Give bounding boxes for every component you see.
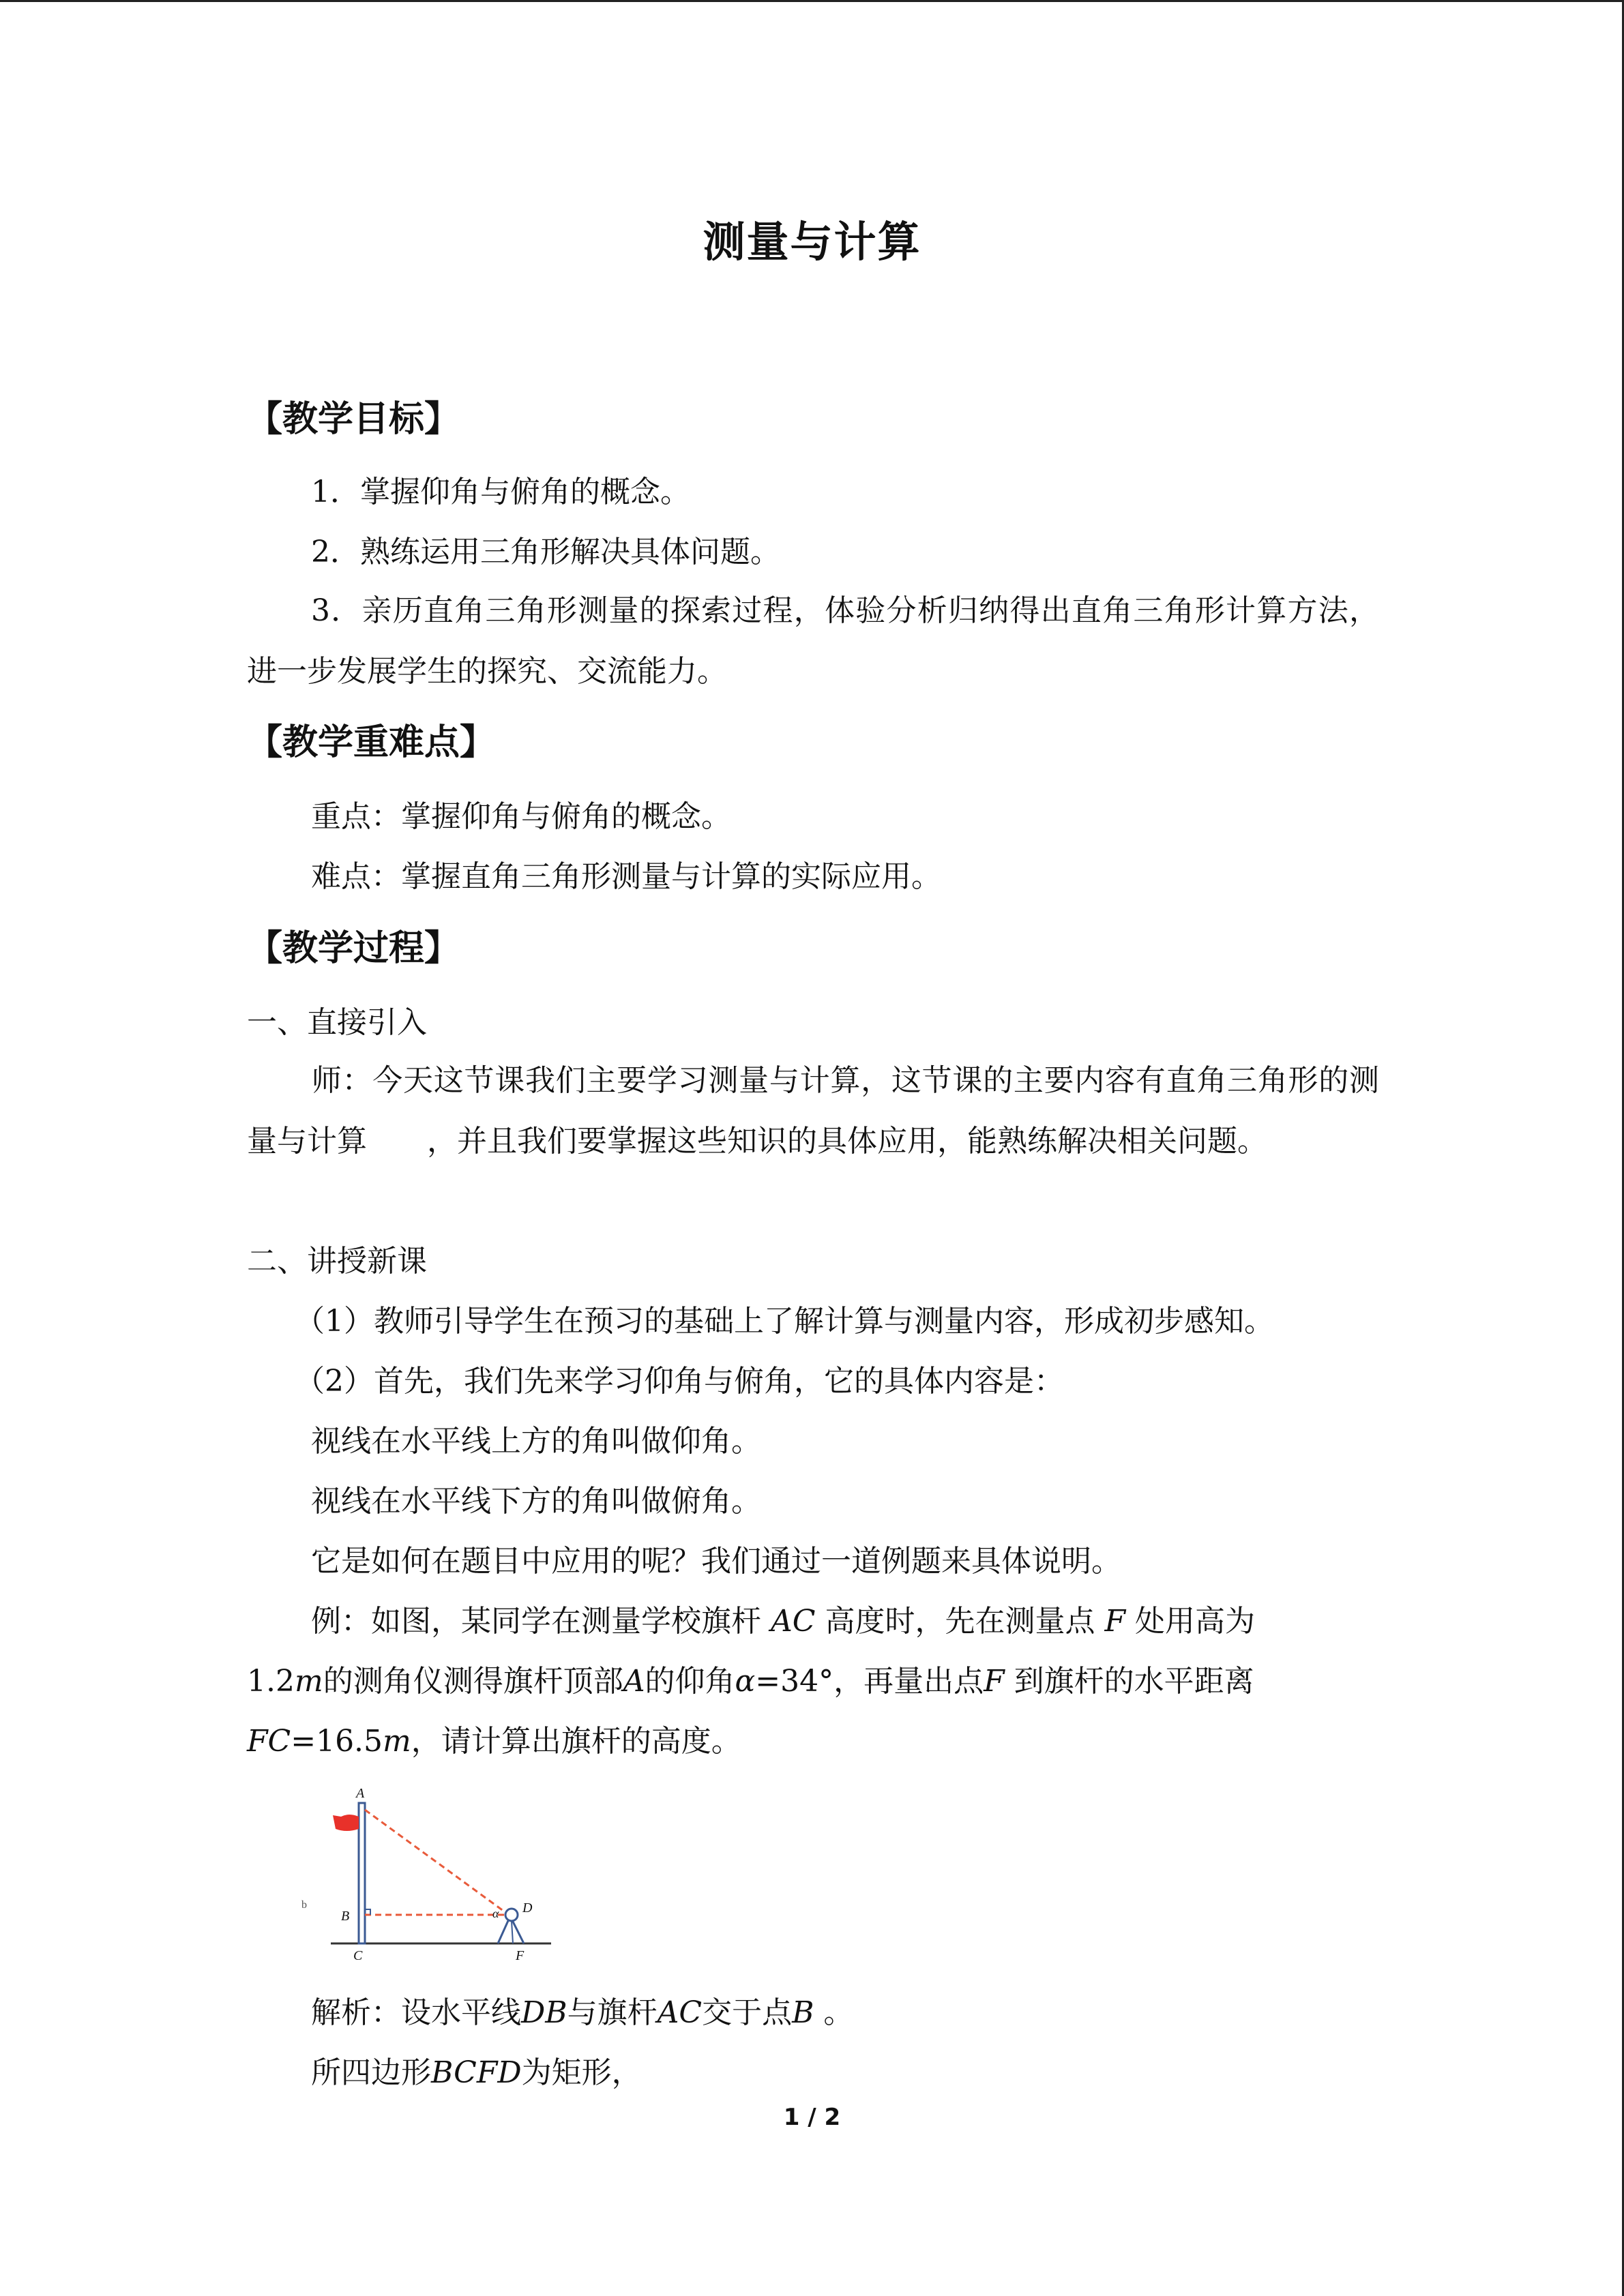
objective-item-3: 3．亲历直角三角形测量的探索过程，体验分析归纳得出直角三角形计算方法，进一步发展学生的探究、交流能力。 <box>247 593 1379 689</box>
example-line-1 <box>311 1604 1255 1639</box>
flagpole-diagram <box>293 1785 552 1963</box>
key-point-difficulty: 难点：掌握直角三角形测量与计算的实际应用。 <box>311 859 941 894</box>
definition-depression: 视线在水平线下方的角叫做俯角。 <box>311 1484 761 1519</box>
example-suffix: ，请计算出旗杆的高度。 <box>411 1724 741 1759</box>
example-fc-label: FC <box>247 1724 291 1759</box>
example-unit-m: m <box>294 1664 323 1699</box>
label-a: A <box>356 1786 365 1801</box>
page-number: 1 / 2 <box>783 2104 841 2131</box>
label-alpha: α <box>492 1907 499 1920</box>
example-fc-value: =16.5 <box>291 1724 383 1759</box>
heading-key-points: 【教学重难点】 <box>247 722 496 763</box>
definition-elevation: 视线在水平线上方的角叫做仰角。 <box>311 1424 761 1459</box>
rectangle-prefix: 所四边形 <box>311 2055 431 2090</box>
objective-item-1: 1．掌握仰角与俯角的概念。 <box>311 475 690 509</box>
heading-objectives: 【教学目标】 <box>247 399 460 440</box>
part1-title: 一、直接引入 <box>247 1005 427 1040</box>
analysis-prefix: 解析：设水平线 <box>311 1995 521 2030</box>
stray-mark: b <box>301 1899 307 1911</box>
key-point-focus: 重点：掌握仰角与俯角的概念。 <box>311 799 731 834</box>
example-unit-m2: m <box>383 1724 411 1759</box>
example-mid2: 处用高为 <box>1134 1604 1255 1639</box>
flagpole <box>359 1803 365 1943</box>
heading-process: 【教学过程】 <box>247 928 460 969</box>
example-line-3 <box>247 1724 741 1759</box>
example-point-f2: F <box>984 1664 1005 1699</box>
example-mid5: ，再量出点 <box>833 1664 984 1699</box>
flag-icon <box>333 1815 359 1831</box>
step-2: （2）首先，我们先来学习仰角与俯角，它的具体内容是： <box>295 1364 1064 1399</box>
rectangle-suffix: 为矩形， <box>521 2055 642 2090</box>
example-mid6: 到旗杆的水平距离 <box>1014 1664 1254 1699</box>
objective-item-3-block <box>247 580 1379 702</box>
analysis-b: B <box>792 1995 814 2030</box>
flagpole-diagram-svg <box>293 1785 552 1963</box>
example-height-value: 1.2 <box>247 1664 295 1699</box>
label-b: B <box>341 1909 350 1924</box>
example-mid4: 的仰角 <box>645 1664 735 1699</box>
label-c: C <box>353 1948 363 1963</box>
line-of-sight <box>365 1810 509 1915</box>
objective-item-2: 2．熟练运用三角形解决具体问题。 <box>311 535 780 569</box>
example-line-2 <box>247 1664 1254 1699</box>
analysis-db: DB <box>521 1995 567 2030</box>
page-title: 测量与计算 <box>703 217 921 267</box>
analysis-suffix: 。 <box>823 1995 854 2030</box>
analysis-ac: AC <box>657 1995 703 2030</box>
label-f: F <box>516 1948 525 1963</box>
example-mid3: 的测角仪测得旗杆顶部 <box>323 1664 623 1699</box>
page-border-top <box>0 0 1624 2</box>
example-pole-label: AC <box>771 1604 816 1639</box>
instrument-head-icon <box>505 1909 518 1921</box>
analysis-line <box>311 1995 854 2030</box>
part2-title: 二、讲授新课 <box>247 1244 427 1279</box>
analysis-mid2: 交于点 <box>702 1995 793 2030</box>
example-alpha: α <box>735 1664 756 1699</box>
part1-text: 师：今天这节课我们主要学习测量与计算，这节课的主要内容有直角三角形的测量与计算 ，并且我们要掌握这些知识的具体应用，能熟练解决相关问题。 <box>247 1063 1379 1159</box>
example-point-a: A <box>623 1664 645 1699</box>
analysis-mid1: 与旗杆 <box>567 1995 658 2030</box>
transition-text: 它是如何在题目中应用的呢？我们通过一道例题来具体说明。 <box>311 1544 1121 1579</box>
rectangle-bcfd: BCFD <box>431 2055 522 2090</box>
example-prefix: 例：如图，某同学在测量学校旗杆 <box>311 1604 761 1639</box>
step-1: （1）教师引导学生在预习的基础上了解计算与测量内容，形成初步感知。 <box>295 1304 1274 1339</box>
example-mid1: 高度时，先在测量点 <box>825 1604 1095 1639</box>
rectangle-line <box>311 2055 642 2090</box>
example-point-f: F <box>1104 1604 1125 1639</box>
example-angle-value: =34° <box>755 1664 834 1699</box>
label-d: D <box>522 1900 533 1915</box>
instrument-stand <box>512 1921 513 1943</box>
part1-text-block <box>247 1050 1379 1172</box>
